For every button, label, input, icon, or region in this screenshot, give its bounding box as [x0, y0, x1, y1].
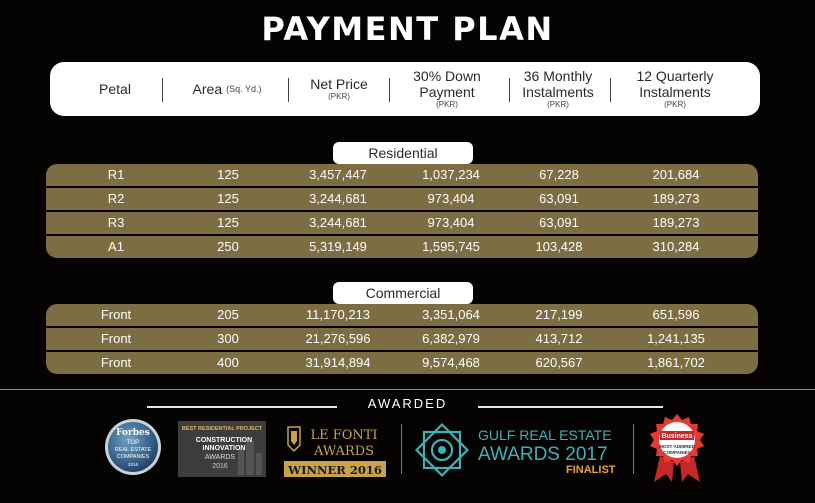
forbes-year: 2016 [127, 462, 139, 467]
cell-petal: Front [100, 355, 132, 370]
header-down-unit: (PKR) [436, 100, 458, 109]
gulf-awards-text [474, 426, 624, 476]
cell-quarterly-instalment: 189,273 [652, 191, 700, 206]
header-area-unit: (Sq. Yd.) [226, 84, 262, 94]
cell-petal: Front [100, 331, 132, 346]
gulf-line2: AWARDS 2017 [478, 444, 608, 465]
cell-quarterly-instalment: 1,861,702 [647, 355, 705, 370]
cell-net-price: 3,244,681 [309, 191, 367, 206]
cell-area: 300 [217, 331, 239, 346]
header-down-payment [393, 62, 501, 116]
construction-line4: AWARDS [204, 454, 236, 461]
header-divider [288, 78, 289, 102]
header-divider [162, 78, 163, 102]
cell-quarterly-instalment: 1,241,135 [647, 331, 705, 346]
header-net-price-unit: (PKR) [328, 92, 350, 101]
gulf-line3: FINALIST [566, 464, 616, 476]
cell-net-price: 11,170,213 [305, 307, 371, 322]
header-petal [70, 62, 160, 116]
gulf-awards-emblem [412, 420, 472, 480]
cell-down-payment: 1,595,745 [422, 239, 480, 254]
cell-down-payment: 973,404 [427, 215, 475, 230]
awarded-heading: AWARDED [367, 396, 448, 411]
gulf-line1: GULF REAL ESTATE [478, 427, 612, 443]
header-monthly-unit: (PKR) [547, 100, 569, 109]
business-line1: Business [661, 433, 693, 440]
cell-down-payment: 3,351,064 [422, 307, 480, 322]
section-label-commercial: Commercial [333, 282, 473, 304]
cell-monthly-instalment: 413,712 [535, 331, 583, 346]
awarded-rule-right [478, 406, 663, 408]
header-divider [389, 78, 390, 102]
table-row [46, 212, 758, 234]
cell-net-price: 31,914,894 [305, 355, 371, 370]
cell-monthly-instalment: 620,567 [535, 355, 583, 370]
header-monthly-line2: Instalments [522, 84, 594, 100]
header-net-price-label: Net Price [310, 76, 368, 92]
cell-area: 205 [217, 307, 239, 322]
forbes-line3: COMPANIES [116, 454, 150, 460]
table-row [46, 304, 758, 326]
cell-net-price: 3,457,447 [309, 167, 367, 182]
table-header [50, 62, 760, 116]
table-row [46, 164, 758, 186]
footer-divider [0, 389, 815, 390]
commercial-table [46, 304, 758, 374]
cell-area: 125 [217, 215, 239, 230]
cell-petal: R1 [107, 167, 125, 182]
header-down-line1: 30% Down [413, 68, 481, 84]
header-net-price [292, 62, 386, 116]
header-quarterly [615, 62, 735, 116]
header-petal-label: Petal [99, 81, 131, 97]
le-fonti-awards-logo [282, 421, 388, 479]
le-fonti-icon [282, 421, 388, 479]
forbes-badge-logo [104, 418, 162, 476]
cell-monthly-instalment: 217,199 [535, 307, 583, 322]
cell-area: 250 [217, 239, 239, 254]
cell-quarterly-instalment: 189,273 [652, 215, 700, 230]
gulf-awards-wordmark [474, 426, 624, 476]
header-quarterly-line2: Instalments [639, 84, 711, 100]
forbes-line2: REAL ESTATE [114, 447, 152, 453]
header-quarterly-unit: (PKR) [664, 100, 686, 109]
awarded-rule-left [147, 406, 337, 408]
residential-table [46, 164, 758, 258]
cell-down-payment: 1,037,234 [422, 167, 480, 182]
gulf-emblem-icon [412, 420, 472, 480]
header-monthly-line1: 36 Monthly [523, 68, 593, 84]
cell-area: 400 [217, 355, 239, 370]
cell-monthly-instalment: 67,228 [539, 167, 579, 182]
cell-monthly-instalment: 63,091 [539, 215, 579, 230]
cell-down-payment: 6,382,979 [422, 331, 480, 346]
table-row [46, 328, 758, 350]
forbes-brand: Forbes [116, 428, 150, 438]
construction-line5: 2016 [212, 463, 228, 470]
page-title: PAYMENT PLAN [261, 10, 554, 48]
header-quarterly-line1: 12 Quarterly [636, 68, 714, 84]
construction-awards-logo [178, 421, 266, 477]
le-fonti-line1: LE FONTI [310, 428, 378, 443]
logo-divider [633, 424, 634, 474]
construction-line1: BEST RESIDENTIAL PROJECT [181, 426, 263, 432]
cell-quarterly-instalment: 201,684 [652, 167, 700, 182]
cell-petal: Front [100, 307, 132, 322]
construction-line2: CONSTRUCTION [195, 437, 253, 444]
business-line3: COMPANIES [663, 450, 691, 455]
business-line2: MOST ADMIRED [659, 444, 695, 449]
cell-quarterly-instalment: 651,596 [652, 307, 700, 322]
cell-net-price: 3,244,681 [309, 215, 367, 230]
header-area-label: Area [192, 81, 223, 97]
forbes-line1: TOP [126, 440, 140, 446]
le-fonti-winner: WINNER 2016 [288, 463, 382, 477]
header-divider [610, 78, 611, 102]
header-down-line2: Payment [419, 84, 475, 100]
cell-petal: A1 [108, 239, 124, 254]
cell-down-payment: 9,574,468 [422, 355, 480, 370]
cell-net-price: 21,276,596 [305, 331, 371, 346]
cell-monthly-instalment: 63,091 [539, 191, 579, 206]
cell-area: 125 [217, 191, 239, 206]
construction-awards-icon [178, 421, 266, 477]
table-row [46, 352, 758, 374]
le-fonti-line2: AWARDS [313, 444, 375, 459]
header-divider [509, 78, 510, 102]
forbes-badge-icon [104, 418, 162, 476]
cell-down-payment: 973,404 [427, 191, 475, 206]
cell-petal: R3 [107, 215, 125, 230]
business-award-badge [646, 412, 708, 484]
business-badge-icon [646, 412, 708, 484]
header-monthly [513, 62, 603, 116]
cell-area: 125 [217, 167, 239, 182]
cell-net-price: 5,319,149 [309, 239, 367, 254]
cell-monthly-instalment: 103,428 [535, 239, 583, 254]
construction-line3: INNOVATION [202, 445, 246, 452]
header-area [168, 62, 286, 116]
table-row [46, 188, 758, 210]
logo-divider [401, 424, 402, 474]
cell-petal: R2 [107, 191, 125, 206]
cell-quarterly-instalment: 310,284 [652, 239, 700, 254]
section-label-residential: Residential [333, 142, 473, 164]
table-row [46, 236, 758, 258]
